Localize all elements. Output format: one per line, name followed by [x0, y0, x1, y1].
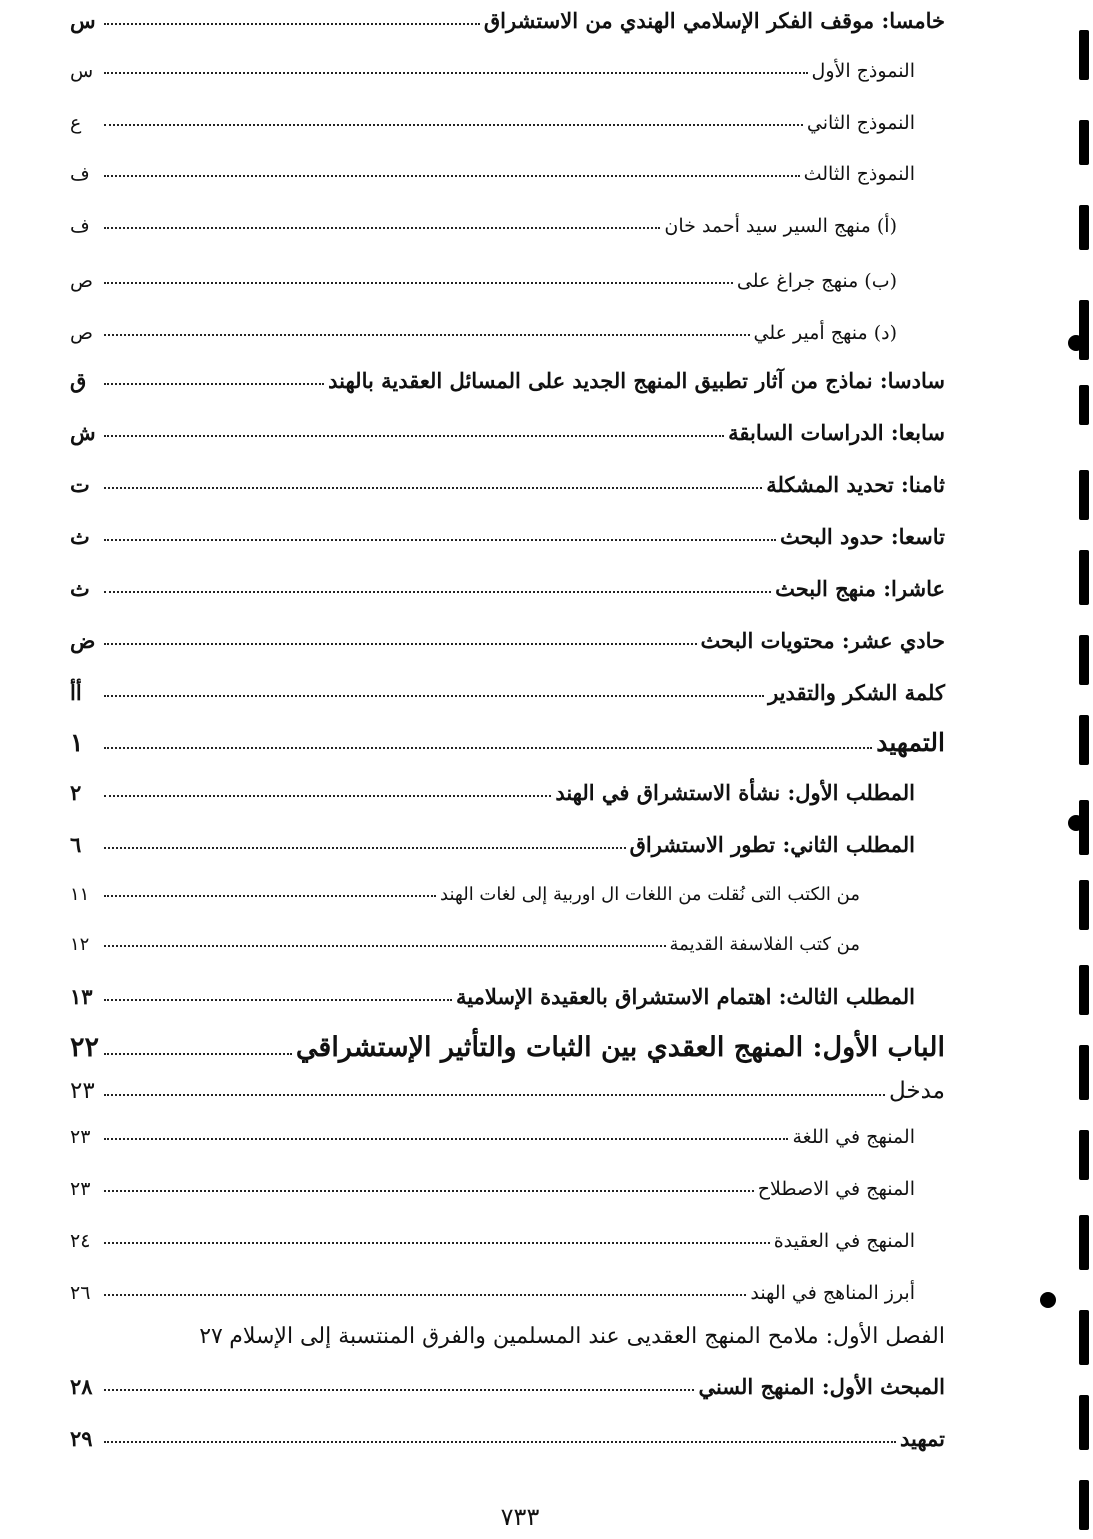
toc-entry — [70, 524, 945, 549]
toc-entry — [70, 472, 945, 497]
toc-entry-label: المطلب الثاني: تطور الاستشراق — [629, 832, 915, 857]
leader-dots — [104, 643, 697, 645]
leader-dots — [104, 1094, 885, 1096]
toc-entry — [70, 680, 945, 705]
leader-dots — [104, 1053, 292, 1055]
binder-edge-mark — [1079, 635, 1089, 685]
toc-entry — [70, 368, 945, 393]
toc-entry-label: حادي عشر: محتويات البحث — [700, 628, 945, 653]
leader-dots — [104, 383, 324, 385]
toc-entry-label: الفصل الأول: ملامح المنهج العقديى عند المسلمين والفرق المنتسبة إلى الإسلام — [229, 1324, 945, 1349]
binder-edge-mark — [1079, 1045, 1089, 1100]
toc-entry-page: ص — [70, 270, 93, 292]
toc-entry-label: من كتب الفلاسفة القديمة — [669, 934, 860, 955]
toc-entry — [70, 934, 860, 955]
toc-entry-label: المنهج في اللغة — [792, 1126, 915, 1148]
page-number: ٧٣٣ — [500, 1503, 540, 1531]
toc-entry-label: كلمة الشكر والتقدير — [768, 680, 945, 705]
binder-edge-mark — [1079, 965, 1089, 1015]
leader-dots — [104, 175, 800, 177]
toc-entry — [70, 780, 915, 805]
toc-entry-page: ٢٨ — [70, 1374, 93, 1399]
toc-entry — [70, 112, 915, 134]
toc-entry-label: النموذج الثاني — [806, 112, 915, 134]
toc-entry — [70, 1230, 915, 1252]
toc-entry-label: تمهيد — [899, 1426, 945, 1451]
toc-entry-page: ٦ — [70, 832, 82, 857]
leader-dots — [104, 334, 750, 336]
toc-entry-label: عاشرا: منهج البحث — [775, 576, 945, 601]
toc-entry — [70, 8, 945, 33]
toc-entry — [70, 1426, 945, 1451]
binder-edge-mark — [1079, 300, 1089, 360]
binder-edge-mark — [1079, 120, 1089, 165]
toc-entry-label: النموذج الأول — [811, 60, 915, 82]
toc-entry-page: ١ — [70, 728, 84, 757]
toc-entry — [70, 832, 915, 857]
toc-entry-label: سادسا: نماذج من آثار تطبيق المنهج الجديد على المسائل العقدية بالهند — [328, 368, 945, 393]
leader-dots — [104, 1441, 896, 1443]
toc-entry — [70, 322, 897, 344]
binder-edge-mark — [1079, 1130, 1089, 1180]
toc-entry — [70, 1126, 915, 1148]
leader-dots — [104, 945, 666, 947]
toc-entry-label: ثامنا: تحديد المشكلة — [766, 472, 945, 497]
toc-entry-page: ١١ — [70, 884, 90, 905]
toc-entry-page: ث — [70, 524, 90, 549]
toc-entry-label: المنهج في العقيدة — [773, 1230, 915, 1252]
toc-entry-page: ق — [70, 368, 87, 393]
toc-entry-page: ٢٣ — [70, 1078, 95, 1104]
binder-edge-mark — [1079, 1215, 1089, 1270]
leader-dots — [104, 1242, 770, 1244]
leader-dots — [104, 539, 776, 541]
leader-dots — [104, 795, 551, 797]
binder-hole-dot — [1068, 335, 1084, 351]
toc-entry-page: ١٣ — [70, 984, 93, 1009]
leader-dots — [104, 435, 724, 437]
toc-entry — [70, 628, 945, 653]
toc-entry-page: أأ — [70, 680, 82, 705]
leader-dots — [104, 1138, 788, 1140]
toc-entry — [70, 60, 915, 82]
toc-entry — [70, 984, 915, 1009]
toc-entry-label: المطلب الأول: نشأة الاستشراق في الهند — [555, 780, 915, 805]
binder-edge-mark — [1079, 385, 1089, 425]
binder-edge-mark — [1079, 1310, 1089, 1365]
toc-entry — [70, 728, 945, 757]
leader-dots — [104, 72, 808, 74]
toc-entry-page: ٢٣ — [70, 1178, 91, 1200]
toc-entry — [70, 163, 915, 185]
toc-entry — [70, 1032, 945, 1063]
binder-edge-mark — [1079, 1395, 1089, 1450]
toc-entry-label: خامسا: موقف الفكر الإسلامي الهندي من الاستشراق — [483, 8, 945, 33]
leader-dots — [104, 847, 626, 849]
toc-entry-page: ش — [70, 420, 96, 445]
toc-entry-page: ث — [70, 576, 90, 601]
leader-dots — [104, 1190, 754, 1192]
toc-entry — [70, 1374, 945, 1399]
binder-hole-dot — [1040, 1292, 1056, 1308]
leader-dots — [104, 695, 764, 697]
toc-entry-page: ١٢ — [70, 934, 90, 955]
toc-entry-label: سابعا: الدراسات السابقة — [728, 420, 945, 445]
toc-entry-label: المبحث الأول: المنهج السني — [698, 1374, 945, 1399]
toc-entry-page: ٢٩ — [70, 1426, 93, 1451]
toc-entry-label: (د) منهج أمير علي — [753, 322, 897, 344]
toc-entry — [70, 1178, 915, 1200]
toc-entry — [70, 1324, 945, 1349]
toc-entry-page: س — [70, 60, 94, 82]
toc-entry-label: المطلب الثالث: اهتمام الاستشراق بالعقيدة الإسلامية — [456, 984, 915, 1009]
binder-edge-mark — [1079, 205, 1089, 250]
toc-entry — [70, 1078, 945, 1104]
leader-dots — [104, 747, 872, 749]
toc-entry-label: الباب الأول: المنهج العقدي بين الثبات والتأثير الإستشراقي — [295, 1032, 945, 1063]
toc-entry — [70, 884, 860, 905]
binder-edge-mark — [1079, 470, 1089, 520]
toc-entry-page: ت — [70, 472, 90, 497]
binder-edge-mark — [1079, 1480, 1089, 1530]
binder-edge-mark — [1079, 715, 1089, 765]
toc-entry-page: ع — [70, 112, 82, 134]
toc-entry-page: س — [70, 8, 96, 33]
toc-entry-label: (أ) منهج السير سيد أحمد خان — [664, 215, 897, 237]
leader-dots — [104, 23, 480, 25]
toc-entry-page: ص — [70, 322, 93, 344]
binder-edge-mark — [1079, 30, 1089, 80]
toc-entry-page: ض — [70, 628, 96, 653]
toc-entry-label: تاسعا: حدود البحث — [780, 524, 945, 549]
toc-entry-page: ٢٣ — [70, 1126, 91, 1148]
toc-entry — [70, 270, 897, 292]
toc-entry-page: ٢ — [70, 780, 82, 805]
leader-dots — [104, 282, 733, 284]
leader-dots — [104, 895, 436, 897]
toc-entry — [70, 215, 897, 237]
binder-edge-mark — [1079, 880, 1089, 930]
binder-edge-mark — [1079, 550, 1089, 605]
leader-dots — [104, 124, 803, 126]
toc-entry-page: ف — [70, 163, 90, 185]
toc-entry — [70, 420, 945, 445]
binder-hole-dot — [1068, 815, 1084, 831]
toc-entry-page: ٢٢ — [70, 1032, 100, 1063]
toc-entry-label: (ب) منهج جراغ على — [736, 270, 897, 292]
toc-entry — [70, 1282, 915, 1304]
leader-dots — [104, 487, 762, 489]
toc-entry-page: ف — [70, 215, 90, 237]
leader-dots — [104, 999, 452, 1001]
toc-entry-page: ٢٧ — [199, 1324, 223, 1349]
toc-entry-label: مدخل — [888, 1078, 945, 1104]
toc-entry-label: المنهج في الاصطلاح — [757, 1178, 915, 1200]
leader-dots — [104, 1389, 694, 1391]
toc-entry-label: النموذج الثالث — [803, 163, 915, 185]
leader-dots — [104, 591, 771, 593]
leader-dots — [104, 1294, 746, 1296]
toc-entry-label: من الكتب التى نُقلت من اللغات ال اوربية إلى لغات الهند — [440, 884, 860, 905]
toc-entry-page: ٢٤ — [70, 1230, 91, 1252]
toc-entry — [70, 576, 945, 601]
leader-dots — [104, 227, 660, 229]
toc-entry-label: التمهيد — [876, 728, 945, 757]
toc-entry-label: أبرز المناهج في الهند — [750, 1282, 915, 1304]
toc-entry-page: ٢٦ — [70, 1282, 91, 1304]
